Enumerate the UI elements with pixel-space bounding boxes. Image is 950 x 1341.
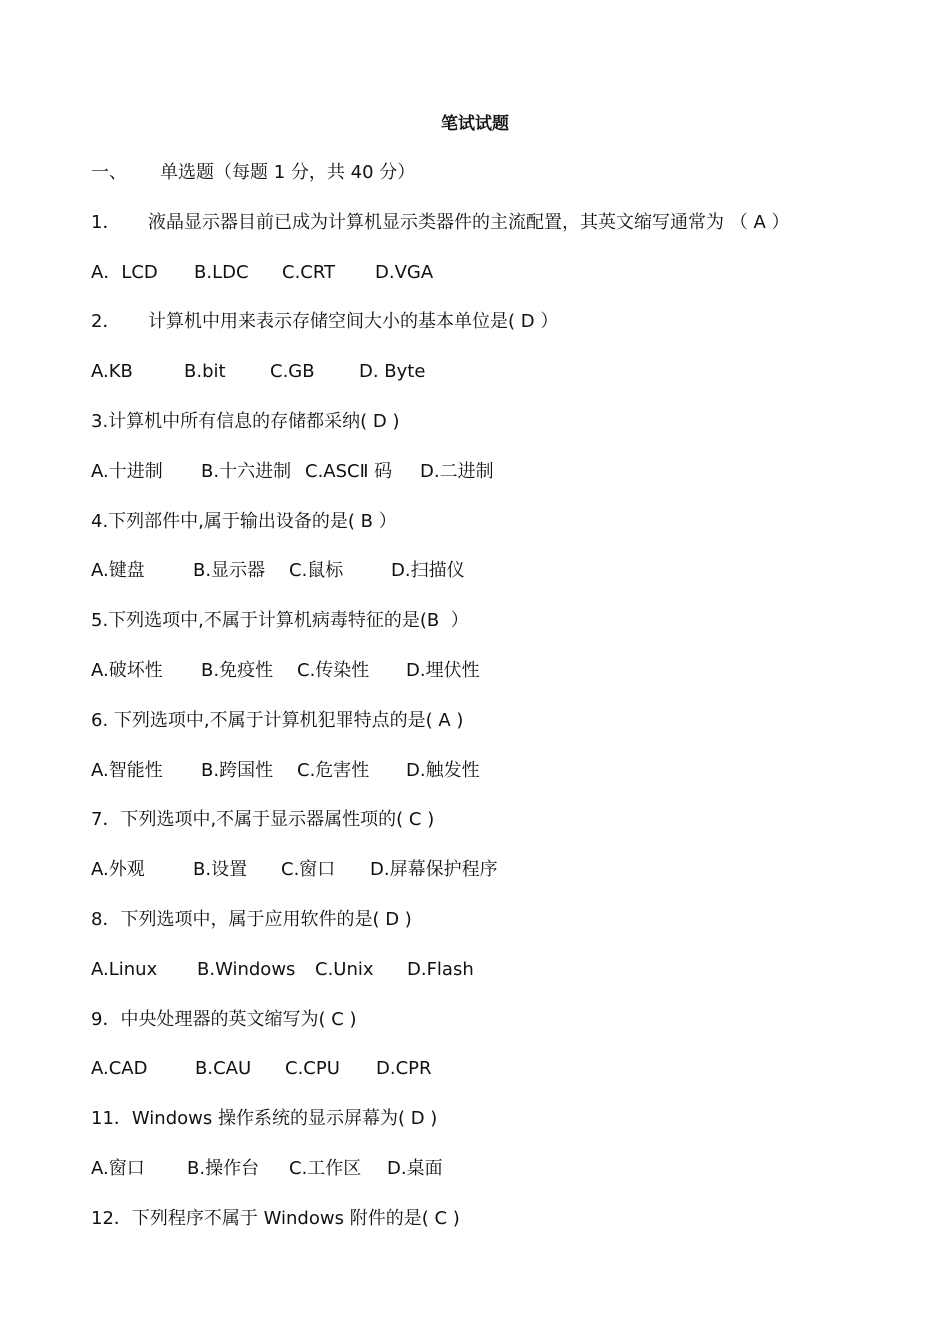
option-c: C.危害性: [297, 759, 370, 781]
question-text: 3.计算机中所有信息的存储都采纳( D ): [91, 410, 400, 432]
question-7: [91, 807, 891, 857]
option-a: A.键盘: [91, 560, 145, 582]
option-c: C.窗口: [281, 859, 336, 881]
question-number: 1．: [91, 211, 121, 233]
option-b: B.设置: [193, 859, 248, 881]
question-11: [91, 1106, 891, 1156]
section-number: 一、: [91, 162, 127, 183]
question-2: [91, 309, 891, 359]
option-a: A．LCD: [91, 261, 158, 283]
option-c: C.GB: [270, 361, 315, 383]
option-c: C.CRT: [282, 261, 336, 283]
option-a: A.外观: [91, 859, 145, 881]
question-number: 2．: [91, 311, 121, 333]
options-9: [91, 1056, 891, 1106]
option-b: B.操作台: [187, 1157, 260, 1179]
option-b: B.LDC: [194, 261, 249, 283]
option-d: D.桌面: [387, 1157, 443, 1179]
question-text: 11．Windows 操作系统的显示屏幕为( D ): [91, 1108, 438, 1130]
question-text: 7．下列选项中,不属于显示器属性项的( C ): [91, 809, 435, 831]
option-c: C.传染性: [297, 659, 370, 681]
option-c: C.ASCⅡ 码: [305, 460, 393, 482]
question-3: [91, 409, 891, 459]
options-3: [91, 459, 891, 509]
question-text: 液晶显示器目前已成为计算机显示类器件的主流配置，其英文缩写通常为 （ A ）: [148, 211, 790, 233]
option-a: A.破坏性: [91, 659, 163, 681]
option-c: C.CPU: [285, 1058, 340, 1080]
option-a: A.Linux: [91, 958, 158, 980]
option-b: B.跨国性: [201, 759, 274, 781]
option-a: A.CAD: [91, 1058, 148, 1080]
option-c: C.工作区: [289, 1157, 362, 1179]
question-text: 计算机中用来表示存储空间大小的基本单位是( D ）: [148, 311, 559, 333]
question-5: [91, 608, 891, 658]
option-d: D.VGA: [375, 261, 434, 283]
options-5: [91, 658, 891, 708]
question-text: 5.下列选项中,不属于计算机病毒特征的是(B ）: [91, 610, 469, 632]
section-label: 单选题（每题 1 分，共 40 分）: [160, 162, 416, 183]
option-d: D.触发性: [406, 759, 480, 781]
document-title: 笔试试题: [441, 114, 509, 134]
option-d: D.CPR: [376, 1058, 432, 1080]
options-6: [91, 758, 891, 808]
option-c: C.Unix: [315, 958, 374, 980]
option-a: A.智能性: [91, 759, 163, 781]
options-2: [91, 359, 891, 409]
option-b: B.bit: [184, 361, 226, 383]
options-1: [91, 260, 891, 310]
option-b: B.Windows: [197, 958, 296, 980]
option-b: B.显示器: [193, 560, 266, 582]
option-a: A.十进制: [91, 460, 163, 482]
question-text: 9．中央处理器的英文缩写为( C ): [91, 1008, 357, 1030]
question-6: [91, 708, 891, 758]
question-list: [91, 160, 891, 1256]
question-text: 6. 下列选项中,不属于计算机犯罪特点的是( A ): [91, 709, 464, 731]
question-1: [91, 210, 891, 260]
question-text: 12．下列程序不属于 Windows 附件的是( C ): [91, 1207, 460, 1229]
option-d: D. Byte: [359, 361, 426, 383]
option-d: D.二进制: [420, 460, 494, 482]
option-a: A.KB: [91, 361, 133, 383]
options-7: [91, 857, 891, 907]
option-d: D.Flash: [407, 958, 474, 980]
option-d: D.屏幕保护程序: [370, 859, 498, 881]
option-d: D.埋伏性: [406, 659, 480, 681]
option-d: D.扫描仪: [391, 560, 465, 582]
option-a: A.窗口: [91, 1157, 145, 1179]
option-b: B.十六进制: [201, 460, 292, 482]
question-4: [91, 509, 891, 559]
options-11: [91, 1156, 891, 1206]
option-b: B.免疫性: [201, 659, 274, 681]
option-b: B.CAU: [195, 1058, 252, 1080]
options-8: [91, 957, 891, 1007]
question-text: 8．下列选项中，属于应用软件的是( D ): [91, 908, 412, 930]
options-4: [91, 558, 891, 608]
section-heading: [91, 160, 891, 210]
question-8: [91, 907, 891, 957]
question-9: [91, 1007, 891, 1057]
question-text: 4.下列部件中,属于输出设备的是( B ）: [91, 510, 397, 532]
question-12: [91, 1206, 891, 1256]
option-c: C.鼠标: [289, 560, 344, 582]
